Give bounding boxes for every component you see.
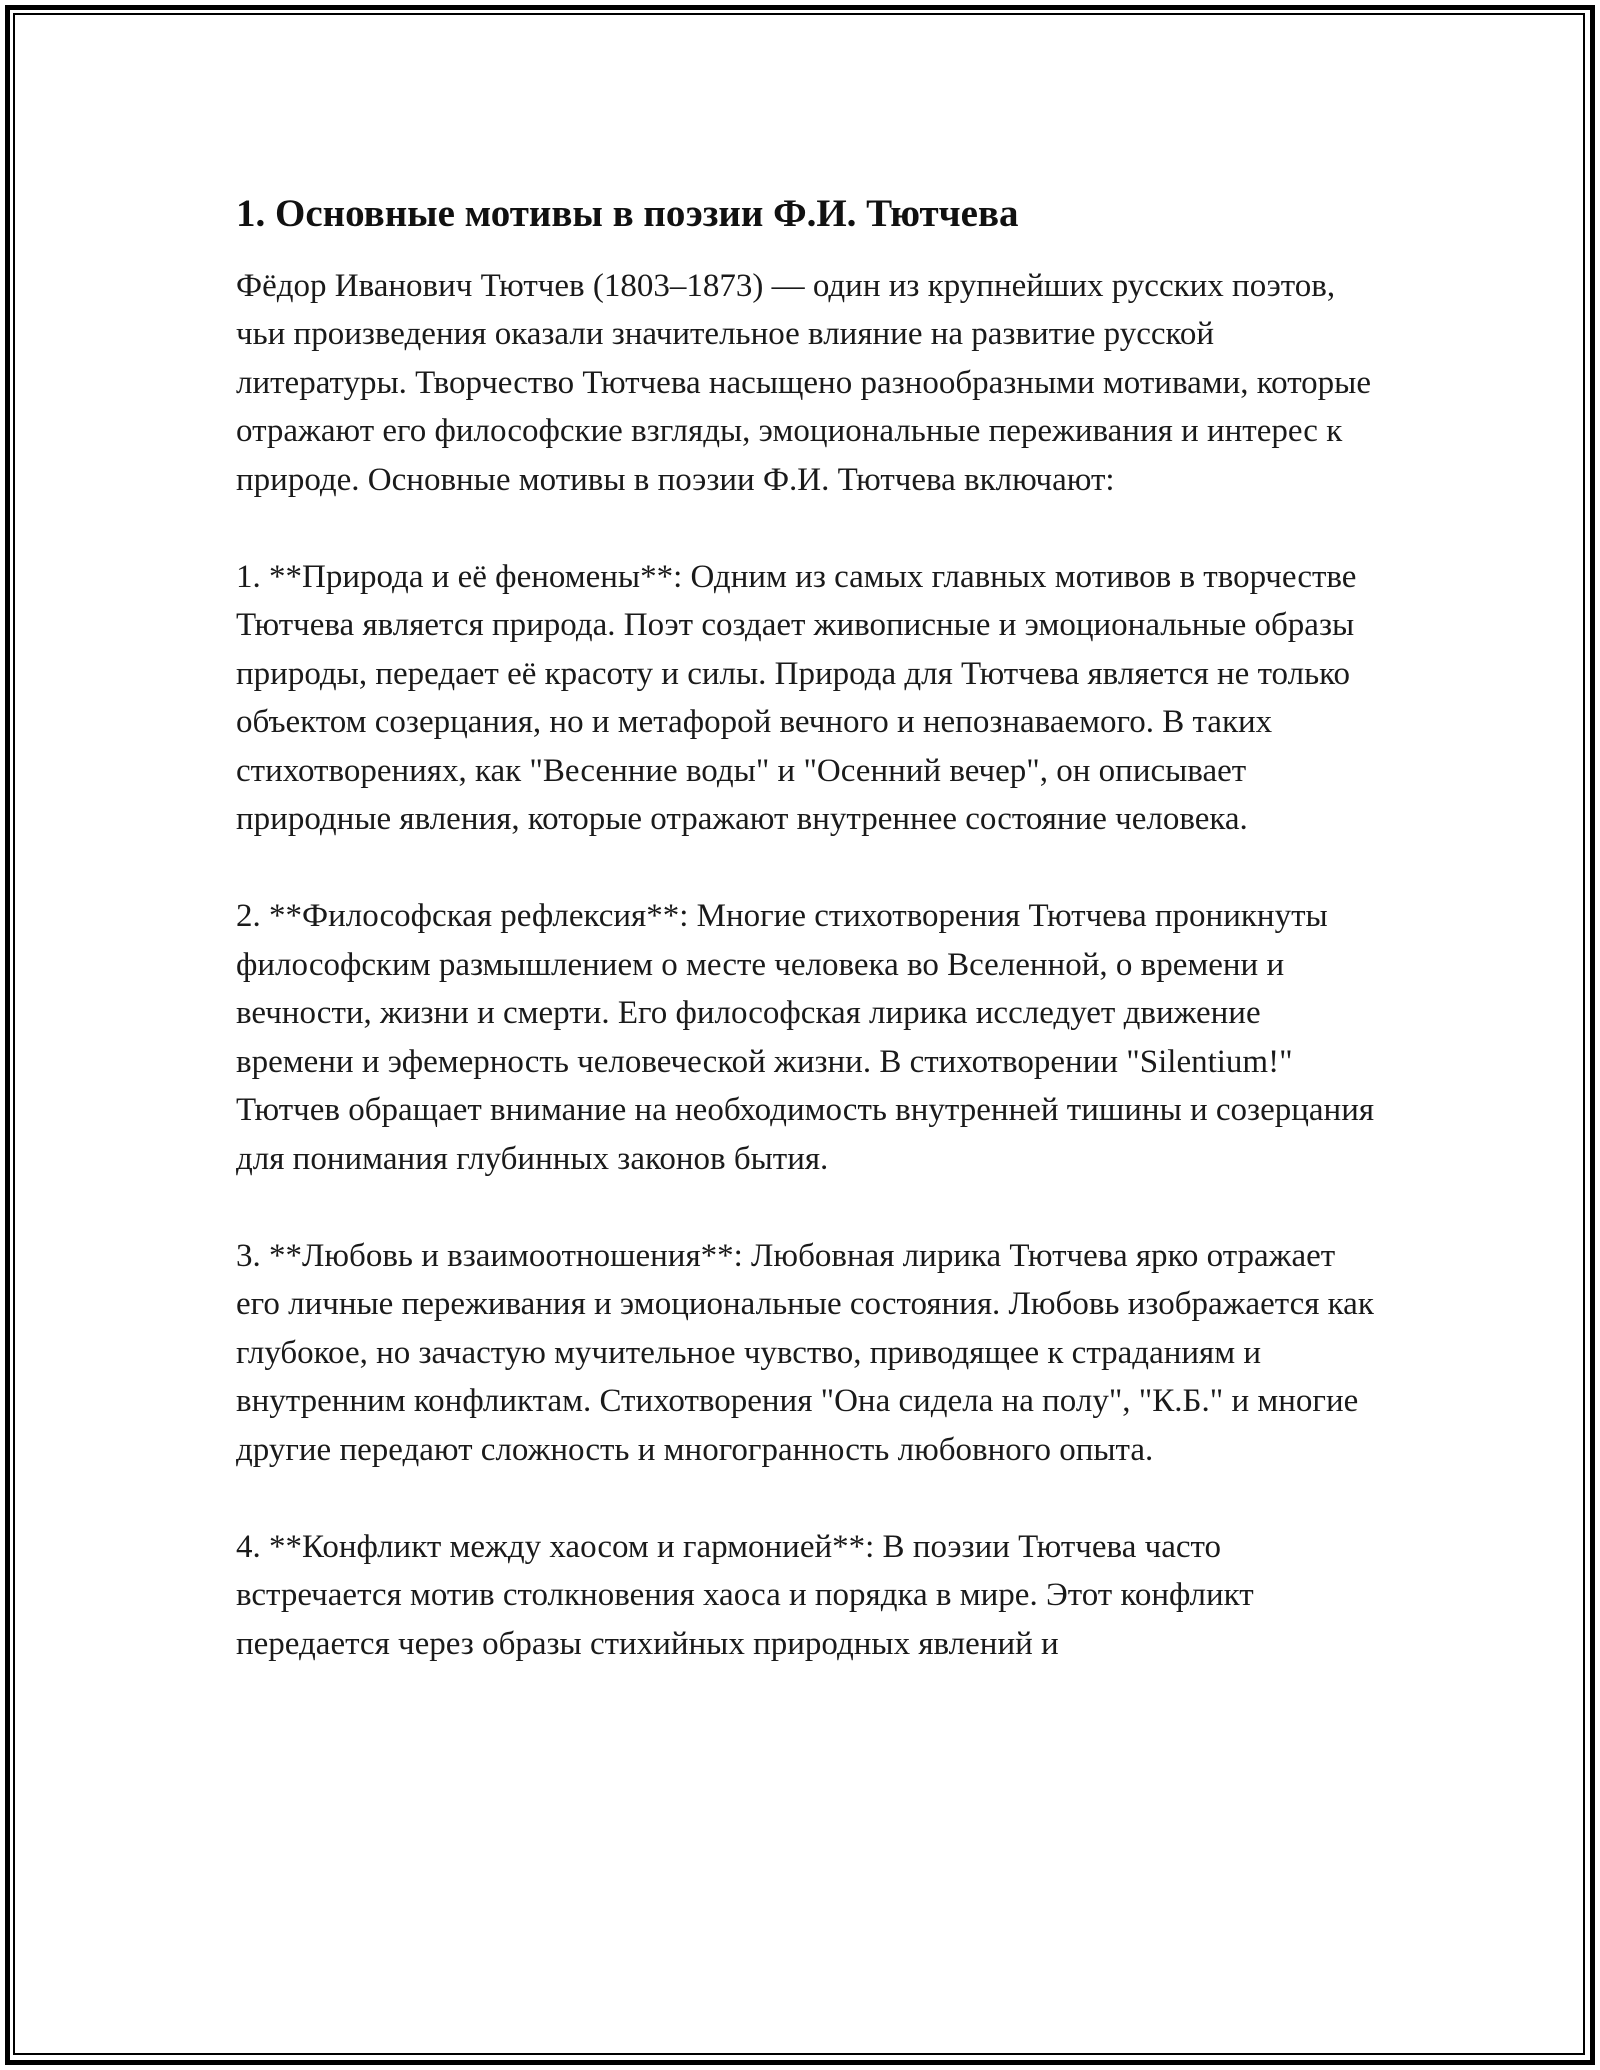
motif-chaos-harmony-paragraph: 4. **Конфликт между хаосом и гармонией**: В поэзии Тютчева часто встречается мотив столкновения хаоса и порядка в мире. Этот конфликт передается через образы стихийных природных явлений и	[236, 1528, 1254, 1662]
document-body	[236, 186, 1376, 1668]
motif-nature-paragraph: 1. **Природа и её феномены**: Одним из самых главных мотивов в творчестве Тютчева является природа. Поэт создает живописные и эмоциональные образы природы, передает её красоту и силы. Природа для Тютчева является не только объектом созерцания, но и метафорой вечного и непознаваемого. В таких стихотворениях, как "Весенние воды" и "Осенний вечер", он описывает природные явления, которые отражают внутреннее состояние человека.	[236, 559, 1357, 838]
motif-philosophy-paragraph: 2. **Философская рефлексия**: Многие стихотворения Тютчева проникнуты философским размышлением о месте человека во Вселенной, о времени и вечности, жизни и смерти. Его философская лирика исследует движение времени и эфемерность человеческой жизни. В стихотворении "Silentium!" Тютчев обращает внимание на необходимость внутренней тишины и созерцания для понимания глубинных законов бытия.	[236, 898, 1375, 1177]
intro-paragraph: Фёдор Иванович Тютчев (1803–1873) — один из крупнейших русских поэтов, чьи произведения оказали значительное влияние на развитие русской литературы. Творчество Тютчева насыщено разнообразными мотивами, которые отражают его философские взгляды, эмоциональные переживания и интерес к природе. Основные мотивы в поэзии Ф.И. Тютчева включают:	[236, 268, 1372, 498]
section-heading: 1. Основные мотивы в поэзии Ф.И. Тютчева	[236, 192, 1019, 235]
motif-love-paragraph: 3. **Любовь и взаимоотношения**: Любовная лирика Тютчева ярко отражает его личные переживания и эмоциональные состояния. Любовь изображается как глубокое, но зачастую мучительное чувство, приводящее к страданиям и внутренним конфликтам. Стихотворения "Она сидела на полу", "К.Б." и многие другие передают сложность и многогранность любовного опыта.	[236, 1237, 1374, 1468]
